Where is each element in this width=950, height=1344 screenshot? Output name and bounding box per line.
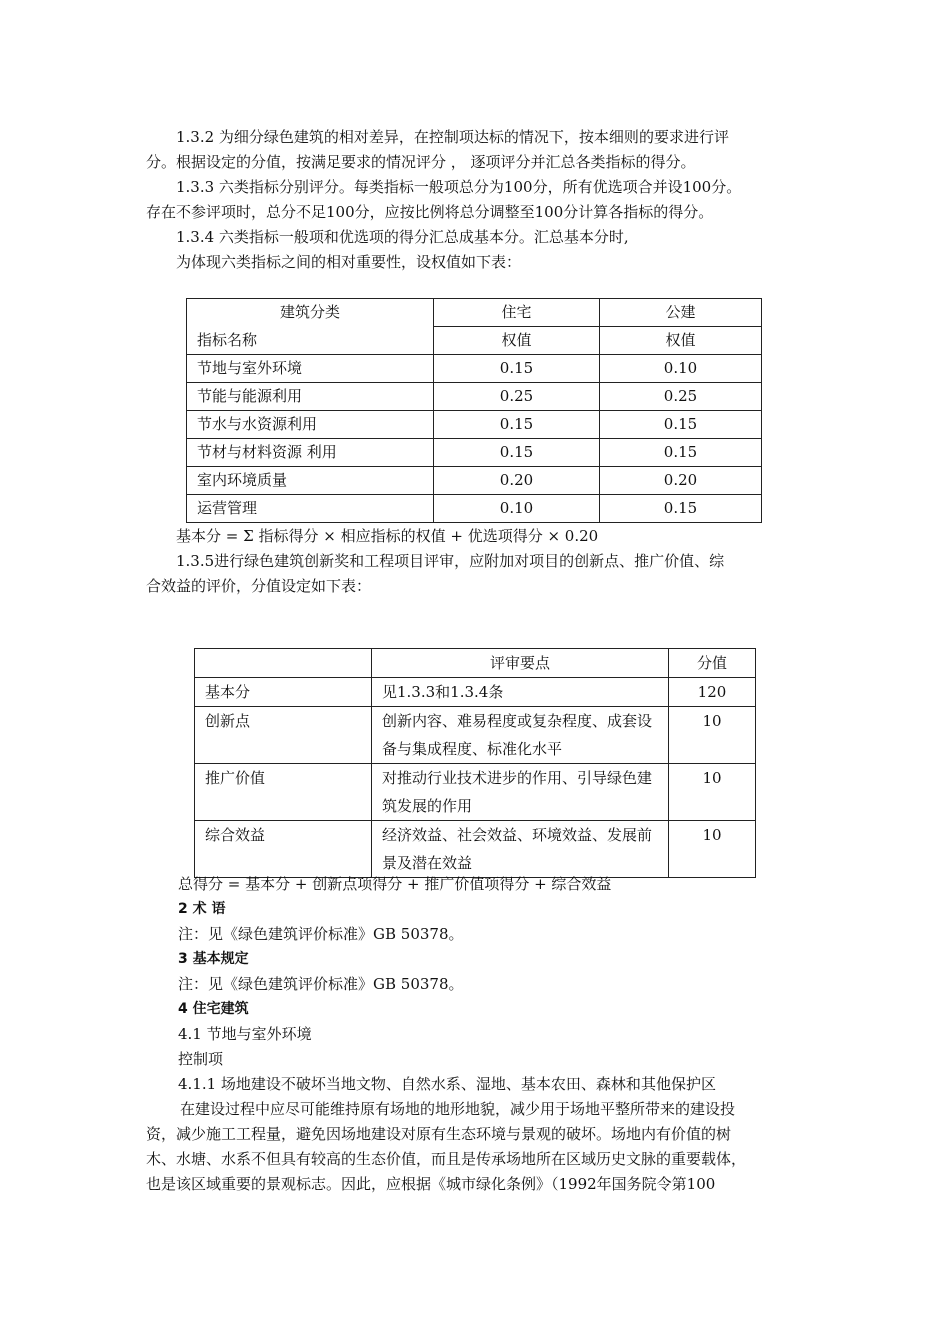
indicator-name: 节能与能源利用: [187, 383, 434, 411]
review-table: [194, 648, 756, 878]
paragraph-2-line-1: 1.3.3 六类指标分别评分。每类指标一般项总分为100分，所有优选项合并设100分。: [176, 178, 742, 196]
table-header-row: [187, 299, 762, 327]
table-header-cell: 分值: [669, 649, 756, 678]
indicator-name: 室内环境质量: [187, 467, 434, 495]
table-row: [187, 355, 762, 383]
section-heading-3: 3 基本规定: [178, 951, 249, 967]
review-point: 创新内容、难易程度或复杂程度、成套设备与集成程度、标准化水平: [372, 707, 669, 764]
paragraph-1-line-2: 分。根据设定的分值，按满足要求的情况评分 ， 逐项评分并汇总各类指标的得分。: [146, 153, 696, 171]
residential-weight: 0.15: [434, 411, 600, 439]
paragraph-4-line-1: 1.3.5进行绿色建筑创新奖和工程项目评审，应附加对项目的创新点、推广价值、综: [176, 552, 725, 570]
indicator-name: 节地与室外环境: [187, 355, 434, 383]
paragraph-5-line-1: 在建设过程中应尽可能维持原有场地的地形地貌，减少用于场地平整所带来的建设投: [180, 1100, 736, 1118]
table-header-cell: 建筑分类: [187, 299, 434, 327]
review-item: 创新点: [195, 707, 372, 764]
table-row: [195, 678, 756, 707]
paragraph-5-line-2: 资，减少施工工程量，避免因场地建设对原有生态环境与景观的破坏。场地内有价值的树: [146, 1125, 732, 1143]
table-header-cell: 指标名称: [187, 327, 434, 355]
section-heading-2: 2 术 语: [178, 901, 226, 917]
paragraph-5-line-3: 木、水塘、水系不但具有较高的生态价值，而且是传承场地所在区域历史文脉的重要载体，: [146, 1150, 747, 1168]
public-weight: 0.20: [600, 467, 762, 495]
weight-table: [186, 298, 762, 523]
subsection-4-1: 4.1 节地与室外环境: [178, 1025, 312, 1043]
table-row: [187, 495, 762, 523]
review-score: 10: [669, 821, 756, 878]
review-point: 见1.3.3和1.3.4条: [372, 678, 669, 707]
table-row: [187, 383, 762, 411]
note-3: 注：见《绿色建筑评价标准》GB 50378。: [178, 975, 464, 993]
note-2: 注：见《绿色建筑评价标准》GB 50378。: [178, 925, 464, 943]
review-item: 基本分: [195, 678, 372, 707]
paragraph-1-line-1: 1.3.2 为细分绿色建筑的相对差异，在控制项达标的情况下，按本细则的要求进行评: [176, 128, 729, 146]
public-weight: 0.15: [600, 411, 762, 439]
review-point: 对推动行业技术进步的作用、引导绿色建筑发展的作用: [372, 764, 669, 821]
review-score: 10: [669, 707, 756, 764]
table-header-cell: 权值: [600, 327, 762, 355]
table-header-row: [195, 649, 756, 678]
paragraph-5-line-4: 也是该区域重要的景观标志。因此，应根据《城市绿化条例》（1992年国务院令第100: [146, 1175, 716, 1193]
public-weight: 0.25: [600, 383, 762, 411]
review-item: 综合效益: [195, 821, 372, 878]
paragraph-3-line-1: 1.3.4 六类指标一般项和优选项的得分汇总成基本分。汇总基本分时,: [176, 228, 629, 246]
table-header-cell: 公建: [600, 299, 762, 327]
table-row: [187, 439, 762, 467]
review-score: 120: [669, 678, 756, 707]
section-heading-4: 4 住宅建筑: [178, 1001, 249, 1017]
residential-weight: 0.20: [434, 467, 600, 495]
formula-total-score: 总得分 = 基本分 + 创新点项得分 + 推广价值项得分 + 综合效益: [178, 875, 612, 893]
residential-weight: 0.25: [434, 383, 600, 411]
table-row: [195, 764, 756, 821]
table-header-cell: 评审要点: [372, 649, 669, 678]
residential-weight: 0.15: [434, 439, 600, 467]
public-weight: 0.15: [600, 439, 762, 467]
paragraph-3-line-2: 为体现六类指标之间的相对重要性，设权值如下表：: [176, 253, 522, 271]
table-row: [187, 467, 762, 495]
public-weight: 0.15: [600, 495, 762, 523]
table-row: [195, 821, 756, 878]
residential-weight: 0.15: [434, 355, 600, 383]
paragraph-2-line-2: 存在不参评项时，总分不足100分，应按比例将总分调整至100分计算各指标的得分。: [146, 203, 714, 221]
table-header-cell: [195, 649, 372, 678]
indicator-name: 节材与材料资源 利用: [187, 439, 434, 467]
control-items-label: 控制项: [178, 1050, 224, 1068]
table-header-cell: 权值: [434, 327, 600, 355]
paragraph-4-line-2: 合效益的评价，分值设定如下表：: [146, 577, 372, 595]
table-row: [187, 411, 762, 439]
indicator-name: 运营管理: [187, 495, 434, 523]
table-row: [195, 707, 756, 764]
residential-weight: 0.10: [434, 495, 600, 523]
public-weight: 0.10: [600, 355, 762, 383]
table-header-row: [187, 327, 762, 355]
review-item: 推广价值: [195, 764, 372, 821]
formula-basic-score: 基本分 = Σ 指标得分 × 相应指标的权值 + 优选项得分 × 0.20: [176, 527, 599, 545]
review-point: 经济效益、社会效益、环境效益、发展前景及潜在效益: [372, 821, 669, 878]
indicator-name: 节水与水资源利用: [187, 411, 434, 439]
review-score: 10: [669, 764, 756, 821]
clause-4-1-1: 4.1.1 场地建设不破坏当地文物、自然水系、湿地、基本农田、森林和其他保护区: [178, 1075, 716, 1093]
table-header-cell: 住宅: [434, 299, 600, 327]
